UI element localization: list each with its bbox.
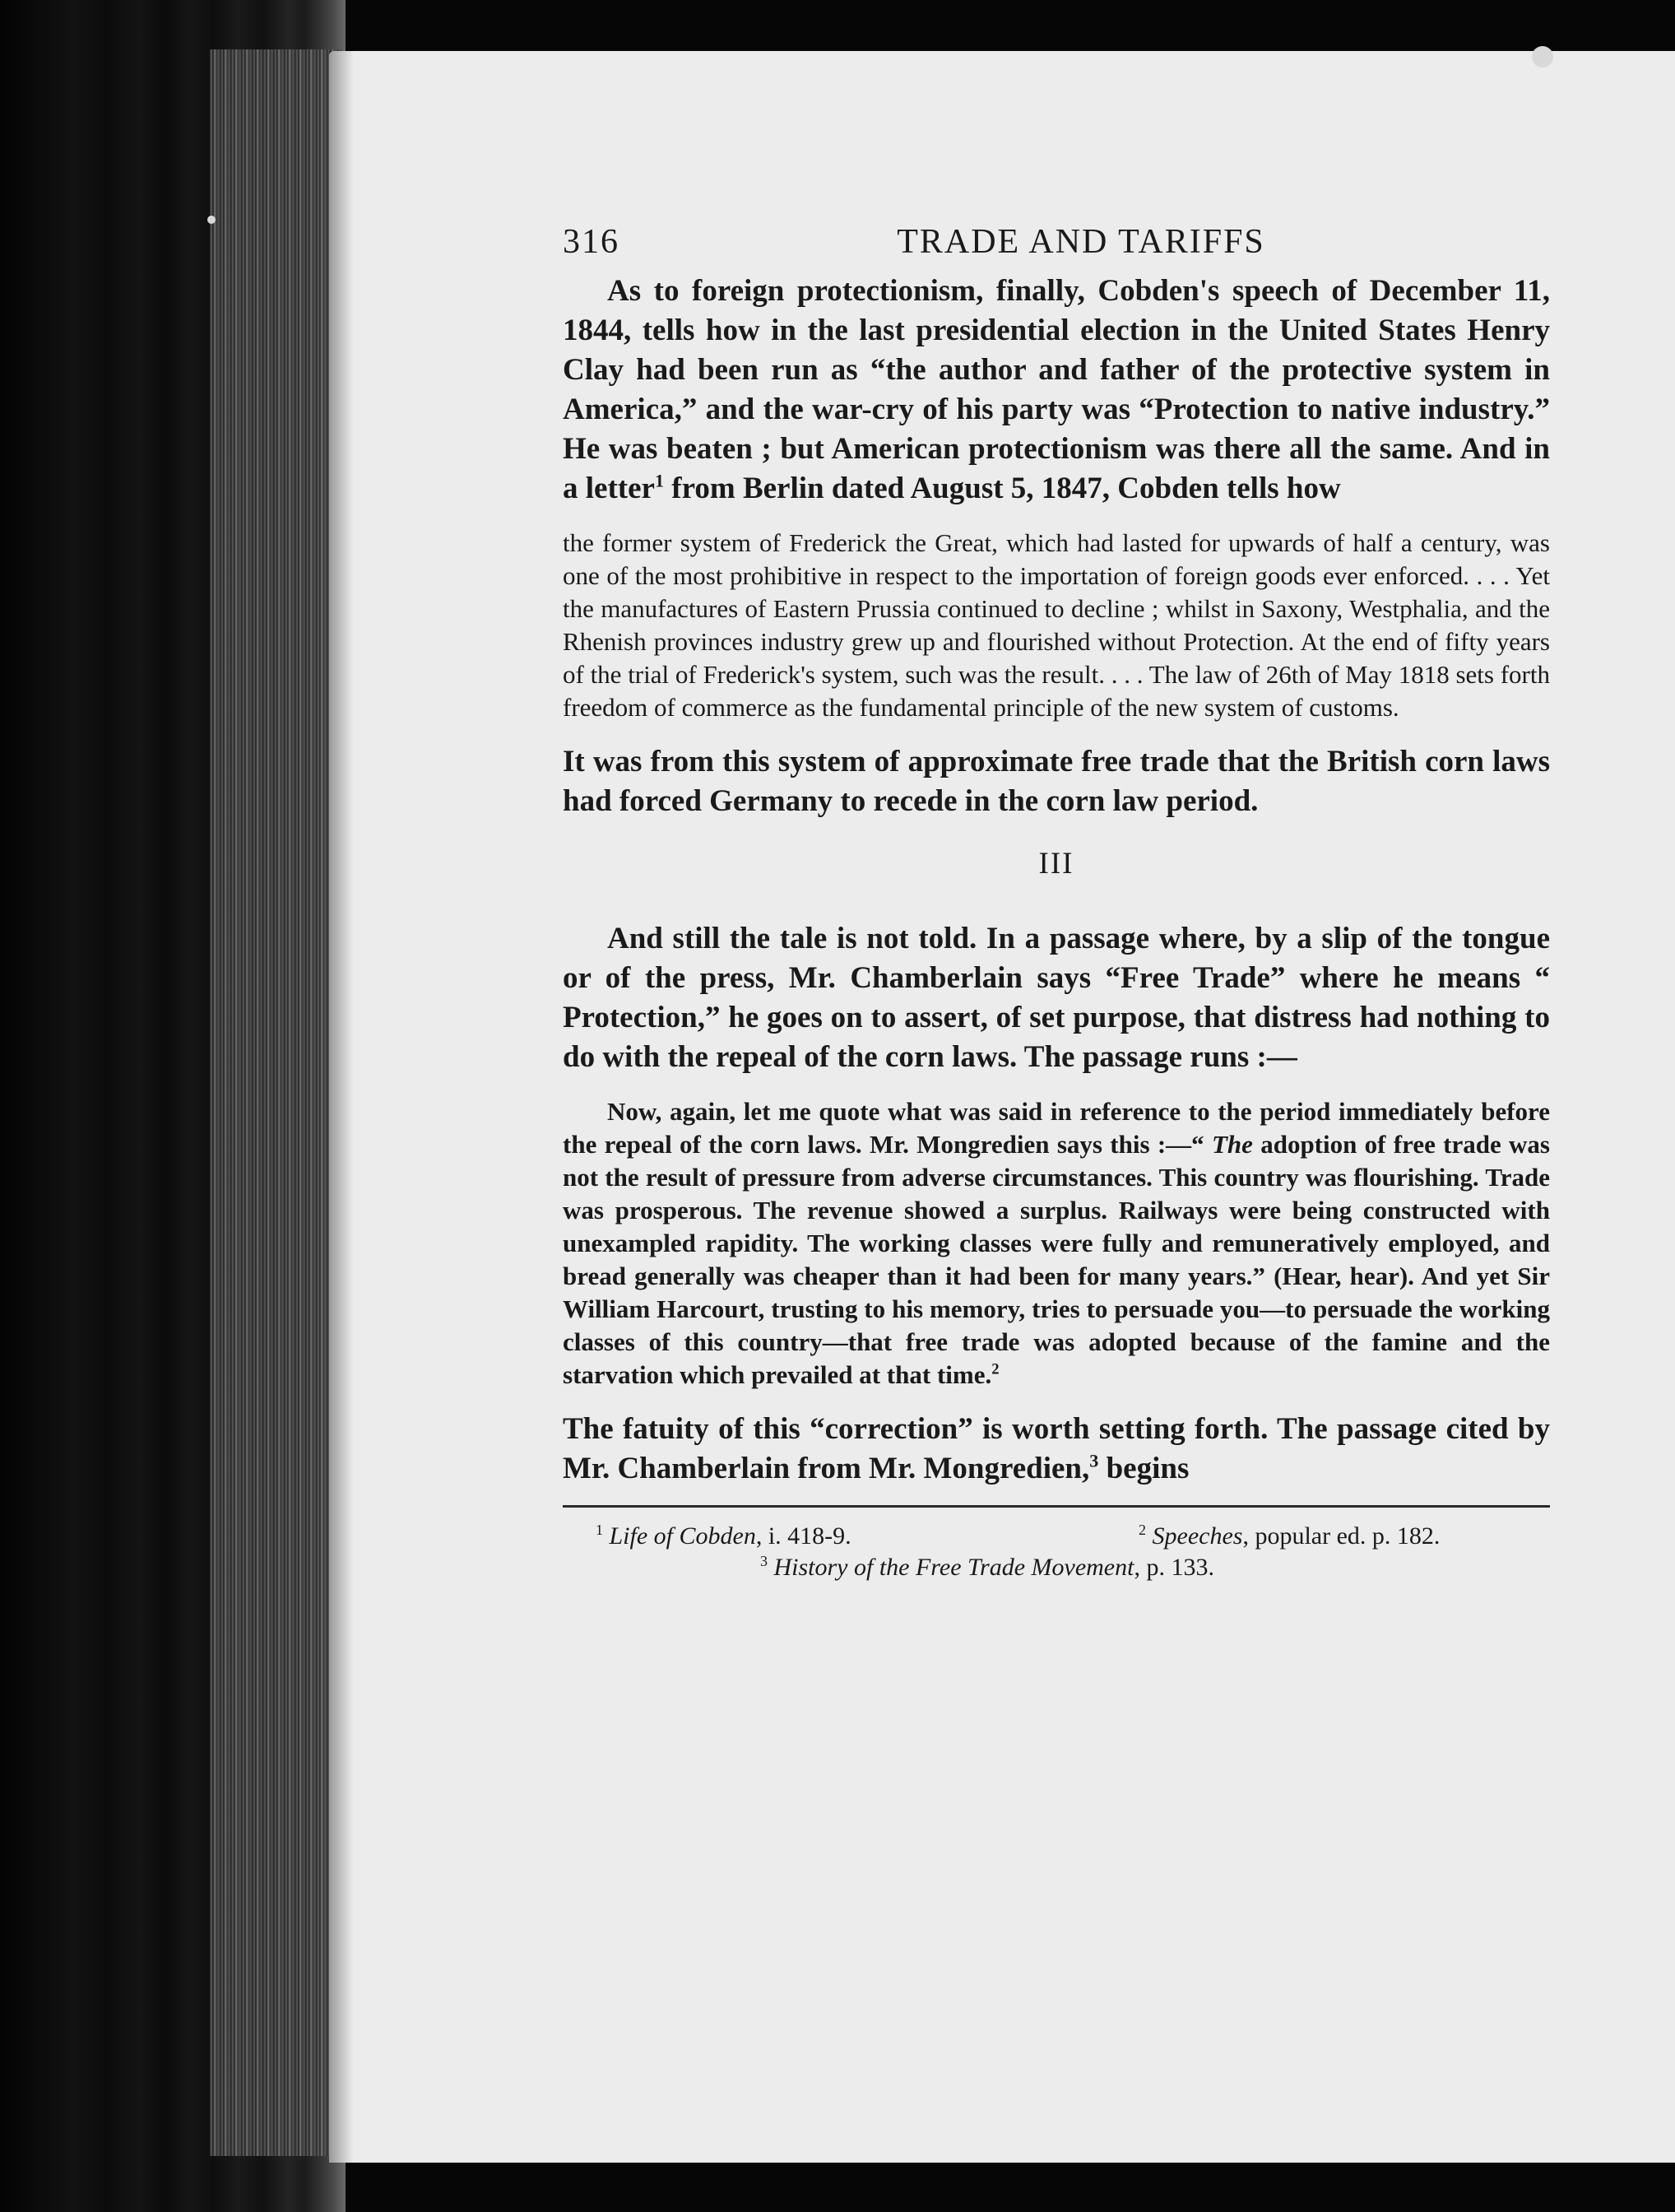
page-shadow [329,51,354,2163]
paragraph-4-end: begins [1098,1452,1190,1485]
footnote-ref-1: 1 [654,470,665,491]
footnote-2-title: Speeches [1152,1522,1243,1550]
block-quote-2-start: Now, again, let me quote what was said in reference to the period immediately before the repeal of the corn laws. Mr. Mongredien says this :—“ [563,1097,1550,1159]
footnote-1-mark: 1 [596,1522,603,1538]
paragraph-3: And still the tale is not told. In a passage where, by a slip of the tongue or of the press, Mr. Chamberlain says “Free Trade” where he means “ Protection,” he goes on to assert, of set purpose, that distress had nothing to do with the repeal of the corn laws. The passage runs :— [563,922,1550,1074]
footnote-ref-2: 2 [991,1360,1000,1378]
running-title: TRADE AND TARIFFS [897,223,1265,261]
running-head [563,222,1550,272]
page-edges [210,49,341,2156]
footnote-row [563,1552,1550,1583]
paragraph-1-text: As to foreign protectionism, finally, Cobden's speech of December 11, 1844, tells how in the last presidential election in the United States Henry Clay had been run as “the author and father of the protective system in America,” and the war-cry of his party was “Protection to native industry.” He was beaten ; but American protectionism was there all the same. And in a letter [563,274,1550,505]
page-text [563,222,1550,1583]
footnote-1-title: Life of Cobden [609,1522,756,1550]
footnotes [563,1505,1550,1583]
dust-speck [1532,46,1553,67]
section-heading: III [1038,847,1074,881]
footnote-3-mark: 3 [760,1553,768,1569]
footnote-3-title: History of the Free Trade Movement [773,1554,1134,1581]
paragraph-4-text: The fatuity of this “correction” is worth setting forth. The passage cited by Mr. Chamberlain from Mr. Mongredien, [563,1412,1550,1485]
page-number: 316 [563,223,619,261]
footnote-2-mark: 2 [1139,1522,1146,1538]
footnote-3 [760,1552,1214,1583]
footnote-1-ref: , i. 418-9. [755,1522,851,1550]
footnote-row [563,1521,1550,1552]
footnote-ref-3: 3 [1089,1450,1099,1471]
paragraph-2: It was from this system of approximate free trade that the British corn laws had forced Germany to recede in the corn law period. [563,745,1550,818]
footnote-2 [1139,1521,1440,1552]
footnote-2-ref: , popular ed. p. 182. [1242,1522,1441,1550]
block-quote-2 [563,1095,1550,1392]
paragraph-1 [563,272,1550,509]
paragraph-1-end: from Berlin dated August 5, 1847, Cobden tells how [664,472,1341,505]
block-quote-2-rest: adoption of free trade was not the result of pressure from adverse circumstances. This country was flourishing. Trade was prosperous. The revenue showed a surplus. Railways were being constructed with unexampled rapidity. The working classes were fully and remuneratively employed, and bread generally was cheaper than it had been for many years.” (Hear, hear). And yet Sir William Harcourt, trusting to his memory, tries to persuade you—to persuade the working classes of this country—that free trade was adopted because of the famine and the starvation which prevailed at that time. [563,1130,1550,1389]
footnote-1 [596,1521,851,1552]
block-quote-2-italic: The [1211,1130,1253,1159]
paragraph-4 [563,1410,1550,1489]
dust-speck [207,216,216,224]
footnote-3-ref: , p. 133. [1134,1554,1214,1581]
block-quote-1: the former system of Frederick the Great, which had lasted for upwards of half a century, was one of the most prohibitive in respect to the importation of foreign goods ever enforced. . . . Yet the manufactures of Eastern Prussia continued to decline ; whilst in Saxony, Westphalia, and the Rhenish provinces industry grew up and flourished without Protection. At the end of fifty years of the trial of Frederick's system, such was the result. . . . The law of 26th of May 1818 sets forth freedom of commerce as the fundamental principle of the new system of customs. [563,528,1550,722]
